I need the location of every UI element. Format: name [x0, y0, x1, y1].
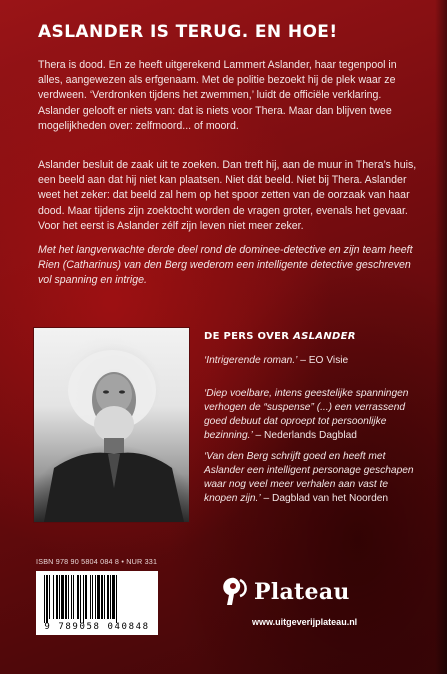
press-quote	[204, 387, 424, 443]
plateau-logo-icon	[222, 577, 248, 607]
blurb-paragraph-3: Met het langverwachte derde deel rond de dominee-detective en zijn team heeft Rien (Catharinus) van den Berg wederom een intelligente detective geschreven vol spanning en intrige.	[38, 244, 413, 287]
spine-shadow	[435, 0, 447, 674]
headline: ASLANDER IS TERUG. EN HOE!	[38, 22, 338, 42]
press-heading-prefix: DE PERS OVER	[204, 331, 290, 342]
publisher-name: Plateau	[254, 579, 350, 605]
quote-source: – Dagblad van het Noorden	[260, 493, 389, 504]
author-portrait	[34, 328, 189, 522]
publisher-logo	[222, 577, 350, 607]
press-heading	[204, 331, 356, 342]
blurb-paragraph-1: Thera is dood. En ze heeft uitgerekend Lammert Aslander, haar tegenpool in alles, aangewezen als erfgenaam. Met de politie bezoekt hij de plek waar ze verdween. ‘Verdronken tijdens het zwemmen,’ luidt de officiële verklaring. Aslander gelooft er niets van: dat is niets voor Thera. Maar dan blijven twee mogelijkheden over: zelfmoord... of moord.	[38, 59, 397, 132]
barcode	[36, 571, 158, 635]
quote-text: ‘Van den Berg schrijft goed en heeft met Aslander een intelligent personage geschapen waar nog veel meer verhalen aan vast te knopen zijn.’	[204, 451, 414, 504]
quote-text: ‘Diep voelbare, intens geestelijke spanningen verhogen de “suspense” (...) een verrassend goed debuut dat oproept tot persoonlijke bezinning.’	[204, 388, 409, 441]
quote-text: ‘Intrigerende roman.’	[204, 355, 298, 366]
isbn-line: ISBN 978 90 5804 084 8 • NUR 331	[36, 557, 158, 566]
author-photo	[33, 327, 190, 523]
press-quote	[204, 450, 424, 506]
press-heading-title: ASLANDER	[293, 331, 356, 342]
press-quote	[204, 354, 424, 368]
quote-source: – EO Visie	[297, 355, 349, 366]
quote-source: – Nederlands Dagblad	[252, 430, 357, 441]
publisher-website: www.uitgeverijplateau.nl	[252, 617, 358, 627]
barcode-digits: 9 789058 040848	[44, 622, 150, 632]
blurb-paragraph-2: Aslander besluit de zaak uit te zoeken. Dan treft hij, aan de muur in Thera’s huis, een beeld aan dat hij niet kan plaatsen. Niet dát beeld. Niet bij Thera. Aslander weet het zeker: dat beeld zal hem op het spoor zetten van de oorzaak van haar dood. Maar tijdens zijn zoektocht worden de vragen groter, evenals het gevaar. Voor het eerst is Aslander zélf zijn leven niet meer zeker.	[38, 159, 417, 232]
